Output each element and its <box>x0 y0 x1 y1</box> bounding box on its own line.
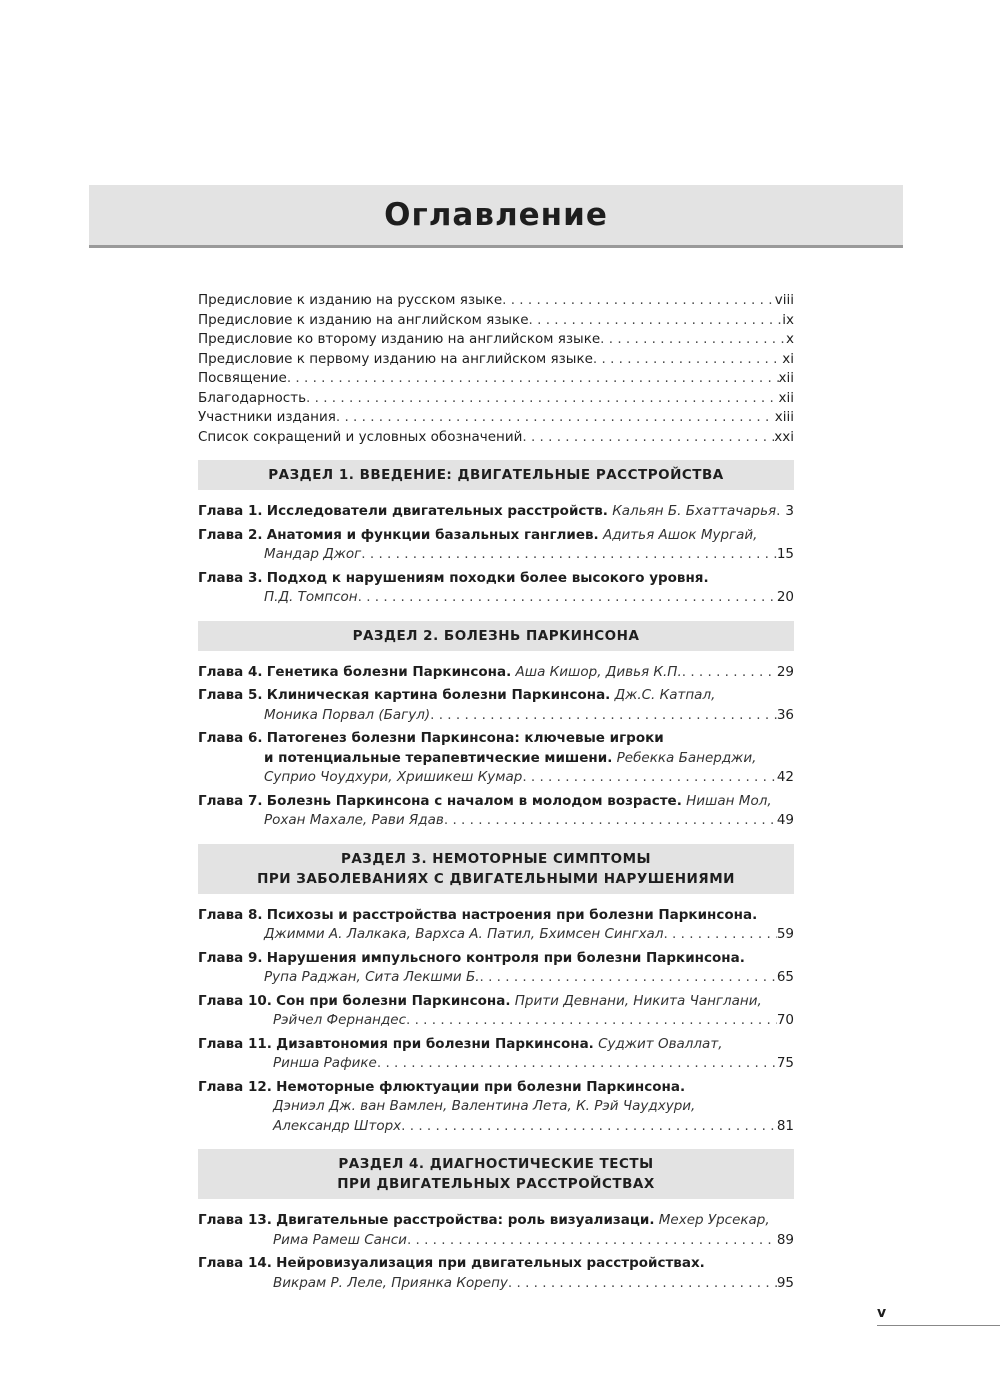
dot-leader <box>600 330 786 350</box>
page-number-rule <box>877 1325 1000 1326</box>
dot-leader <box>358 588 777 608</box>
toc-entry[interactable] <box>198 350 794 370</box>
dot-leader <box>480 968 777 988</box>
dot-leader <box>406 1011 777 1031</box>
dot-leader <box>444 811 777 831</box>
chapter-entry-4[interactable]: Глава 4. Генетика болезни Паркинсона. Аша Кишор, Дивья К.П. . . . 29 <box>198 663 794 683</box>
chapter-entry-12[interactable]: Глава 12. Немоторные флюктуации при болезни Паркинсона. Дэниэл Дж. ван Вамлен, Валентина Лета, К. Рэй Чаудхури, Александр Шторх . . . 81 <box>198 1078 794 1137</box>
title-banner <box>89 185 903 248</box>
dot-leader <box>502 291 775 311</box>
dot-leader <box>663 925 776 945</box>
dot-leader <box>529 311 783 331</box>
toc-entry-label: Посвящение <box>198 370 287 386</box>
chapter-entry-7[interactable]: Глава 7. Болезнь Паркинсона с началом в молодом возрасте. Нишан Мол, Рохан Махале, Рави Ядав . . . 49 <box>198 792 794 831</box>
chapter-entry-3[interactable]: Глава 3. Подход к нарушениям походки более высокого уровня. П.Д. Томпсон . . . 20 <box>198 569 794 608</box>
toc-entry-label: Благодарность <box>198 389 307 406</box>
toc-entry[interactable] <box>198 330 794 350</box>
toc-entry-page: xxi <box>774 428 794 445</box>
toc-entry-page: viii <box>774 292 794 308</box>
chapter-entry-13[interactable]: Глава 13. Двигательные расстройства: роль визуализаци. Мехер Урсекар, Рима Рамеш Санси . . . 89 <box>198 1211 794 1250</box>
toc-entry-label: Предисловие к первому изданию на английском языке <box>198 350 593 367</box>
dot-leader <box>377 1054 777 1074</box>
chapter-entry-6[interactable]: Глава 6. Патогенез болезни Паркинсона: ключевые игроки и потенциальные терапевтические мишени. Ребекка Банерджи, Суприо Чоудхури, Хришикеш Кумар . . . 42 <box>198 729 794 788</box>
toc-entry-page: xiii <box>774 409 794 425</box>
dot-leader <box>430 706 777 726</box>
chapter-entry-10[interactable]: Глава 10. Сон при болезни Паркинсона. Прити Девнани, Никита Чанглани, Рэйчел Фернандес . . . 70 <box>198 992 794 1031</box>
toc-entry-page: x <box>786 331 794 347</box>
dot-leader <box>593 350 782 370</box>
toc-entry[interactable] <box>198 428 794 448</box>
chapter-entry-1[interactable]: Глава 1. Исследователи двигательных расстройств. Кальян Б. Бхаттачарья . . . 3 <box>198 502 794 522</box>
dot-leader <box>508 1274 777 1294</box>
page-number: v <box>877 1305 887 1321</box>
page-title: Оглавление <box>384 197 608 233</box>
toc-entry-label: Предисловие к изданию на русском языке <box>198 292 503 308</box>
dot-leader <box>776 502 785 522</box>
toc-entry-page: ix <box>782 311 794 328</box>
table-of-contents <box>198 291 794 1297</box>
dot-leader <box>522 768 777 788</box>
toc-entry-page: xi <box>782 350 794 367</box>
chapter-entry-14[interactable]: Глава 14. Нейровизуализация при двигательных расстройствах. Викрам Р. Леле, Приянка Корепу . . . 95 <box>198 1254 794 1293</box>
toc-entry[interactable] <box>198 389 794 409</box>
chapter-entry-2[interactable]: Глава 2. Анатомия и функции базальных ганглиев. Адитья Ашок Мургай, Мандар Джог . . . 15 <box>198 526 794 565</box>
toc-entry-label: Предисловие к изданию на английском языке <box>198 311 529 328</box>
dot-leader <box>682 663 777 683</box>
dot-leader <box>401 1117 777 1137</box>
section-header-2: РАЗДЕЛ 2. БОЛЕЗНЬ ПАРКИНСОНА <box>198 621 794 651</box>
chapter-entry-9[interactable]: Глава 9. Нарушения импульсного контроля при болезни Паркинсона. Рупа Раджан, Сита Лекшми Б. . . . 65 <box>198 949 794 988</box>
dot-leader <box>407 1231 777 1251</box>
toc-entry-page: xii <box>778 389 794 406</box>
toc-entry-label: Участники издания <box>198 409 336 425</box>
toc-entry-label: Предисловие ко второму изданию на английском языке <box>198 331 601 347</box>
toc-entry[interactable] <box>198 369 794 389</box>
toc-entry[interactable] <box>198 291 794 311</box>
section-header-3: РАЗДЕЛ 3. НЕМОТОРНЫЕ СИМПТОМЫ ПРИ ЗАБОЛЕВАНИЯХ С ДВИГАТЕЛЬНЫМИ НАРУШЕНИЯМИ <box>198 844 794 894</box>
toc-entry-label: Список сокращений и условных обозначений <box>198 428 523 445</box>
toc-entry-page: xii <box>778 370 794 386</box>
dot-leader <box>361 545 777 565</box>
dot-leader <box>306 389 778 409</box>
toc-entry[interactable] <box>198 408 794 428</box>
chapter-entry-5[interactable]: Глава 5. Клиническая картина болезни Паркинсона. Дж.С. Катпал, Моника Порвал (Багул) . . . 36 <box>198 686 794 725</box>
dot-leader <box>522 428 774 448</box>
chapter-entry-11[interactable]: Глава 11. Дизавтономия при болезни Паркинсона. Суджит Оваллат, Ринша Рафике . . . 75 <box>198 1035 794 1074</box>
toc-entry[interactable] <box>198 311 794 331</box>
section-header-1: РАЗДЕЛ 1. ВВЕДЕНИЕ: ДВИГАТЕЛЬНЫЕ РАССТРОЙСТВА <box>198 460 794 490</box>
dot-leader <box>336 408 775 428</box>
section-header-4: РАЗДЕЛ 4. ДИАГНОСТИЧЕСКИЕ ТЕСТЫ ПРИ ДВИГАТЕЛЬНЫХ РАССТРОЙСТВАХ <box>198 1149 794 1199</box>
chapter-entry-8[interactable]: Глава 8. Психозы и расстройства настроения при болезни Паркинсона. Джимми А. Лалкака, Вархса А. Патил, Бхимсен Сингхал . . . 59 <box>198 906 794 945</box>
dot-leader <box>287 369 779 389</box>
